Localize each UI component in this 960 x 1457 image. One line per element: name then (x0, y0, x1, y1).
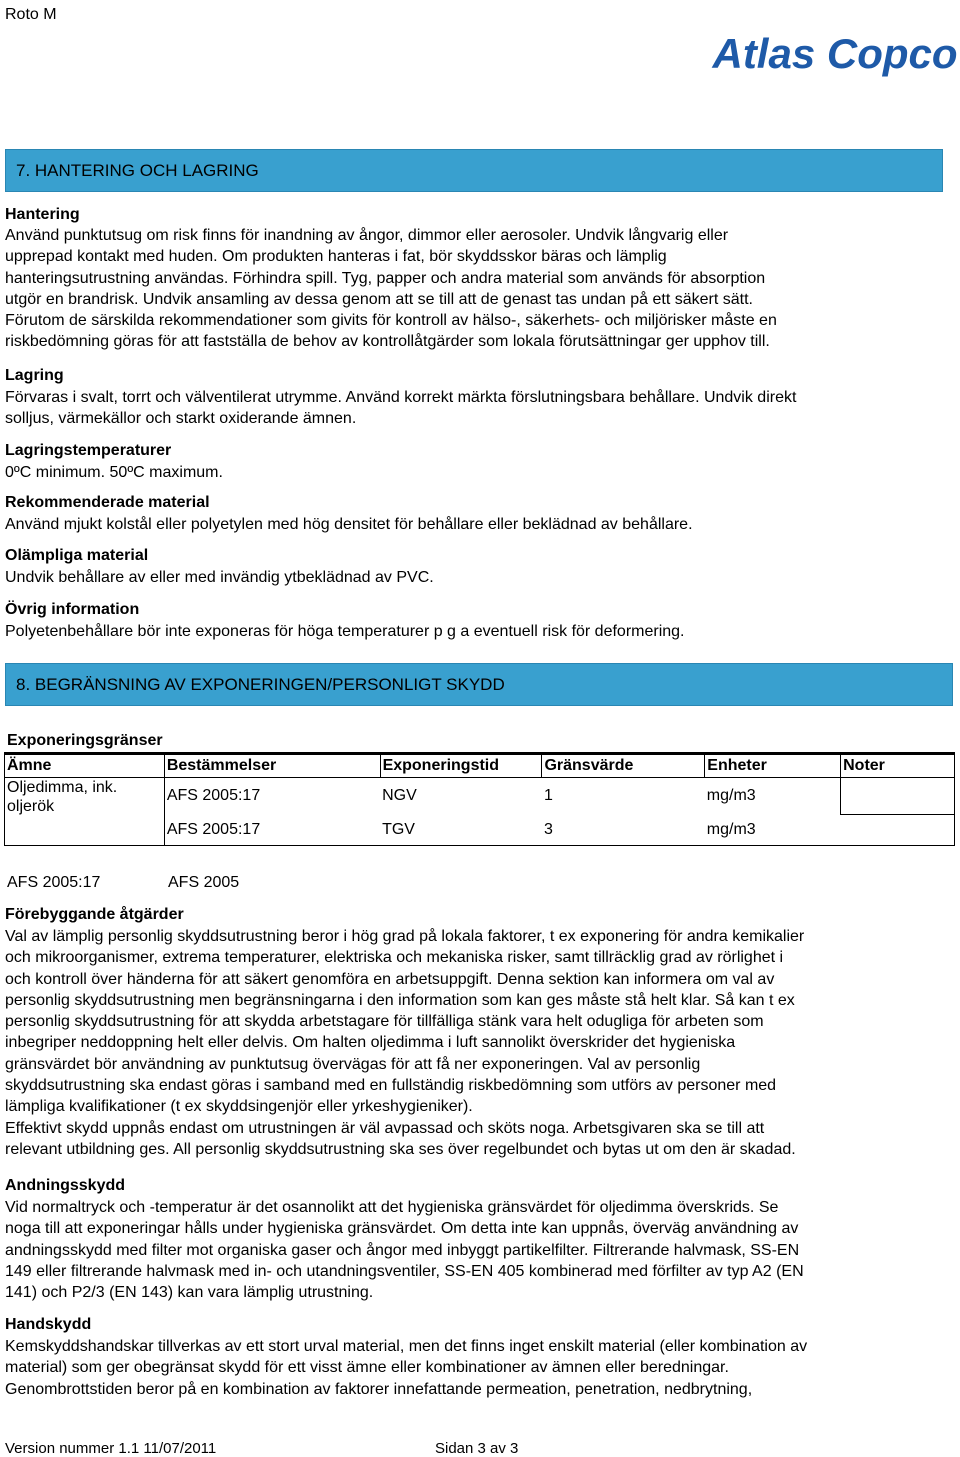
heading-lagringstemperaturer: Lagringstemperaturer (5, 442, 172, 459)
hantering-text: Använd punktutsug om risk finns för inandning av ångor, dimmor eller aerosoler. Undvik långvarig eller upprepad kontakt med huden. Om produkten hanteras i fat, bör skyddsskor bäras och lämplig hanteringsutrustning användas. Förhindra spill. Tyg, papper och andra material som används för absorption utgör en brandrisk. Undvik ansamling av dessa genom att se till att de genast tas undan på ett säkert sätt. Förutom de särskilda rekommendationer som givits för kontroll av hälso-, säkerhets- och miljörisker måste en riskbedömning göras för att fastställa de behov av kontrollåtgärder som lokala förutsättningar ger upphov till. (5, 227, 777, 351)
substance-cell: Oljedimma, ink. oljerök (5, 778, 165, 846)
brand-wordmark: Atlas Copco (712, 30, 958, 77)
heading-andningsskydd: Andningsskydd (5, 1177, 126, 1194)
heading-forebyggande-atgarder: Förebyggande åtgärder (5, 906, 184, 923)
table-cell: NGV (382, 787, 417, 805)
section-8-title: 8. BEGRÄNSNING AV EXPONERINGEN/PERSONLIGT SKYDD (16, 675, 505, 694)
table-cell (841, 778, 955, 815)
heading-handskydd: Handskydd (5, 1316, 92, 1333)
lagring-text: Förvaras i svalt, torrt och välventilerat utrymme. Använd korrekt märkta förslutningsbara behållare. Undvik direkt solljus, värmekällor och starkt oxiderande ämnen. (5, 389, 797, 428)
heading-rekommenderade-material: Rekommenderade material (5, 494, 210, 511)
table-cell: 3 (542, 815, 705, 846)
page-number: Sidan 3 av 3 (435, 1440, 519, 1457)
respiratory-protection-text: Vid normaltryck och -temperatur är det osannolikt att det hygieniska gränsvärdet för oljedimma överskrids. Se noga till att exponeringar hålls under hygieniska gränsvärdet. Om detta inte kan uppnås, överväg användning av andningsskydd med filter mot organiska gaser och ångor med inbyggt partikelfilter. Filtrerande halvmask, SS-EN 149 eller filtrerande halvmask med in- och utandningsventiler, SS-EN 405 kombinerad med förfilter av typ A2 (EN 141) och P2/3 (EN 143) kan vara lämplig utrustning. (5, 1199, 804, 1302)
heading-hantering: Hantering (5, 206, 80, 223)
column-header: Noter (841, 754, 955, 778)
exposure-limits-table (4, 752, 955, 846)
heading-olampliga-material: Olämpliga material (5, 547, 149, 564)
preventive-measures-text: Val av lämplig personlig skyddsutrustning beror i hög grad på lokala faktorer, t ex exponering för andra kemikalier och mikroorganismer, extrema temperaturer, elektriska och mekaniska risker, samt tillräcklig grad av rörlighet i och kontroll över händerna för att säkert genomföra en arbetsuppgift. Denna sektion kan informera om val av personlig skyddsutrustning men begränsningarna i den information som kan ges måste stå helt klar. Så kan t ex personlig skyddsutrustning för att skydda arbetstagare för tillfälliga stänk vara helt odugliga för arbeten som inbegriper neddoppning helt eller delvis. Om halten oljedimma i luft sannolikt överskrider det hygieniska gränsvärdet bör användning av punktutsug övervägas för att få ner exponeringen. Val av personlig skyddsutrustning ska endast göras i samband med en fullständig riskbedömning som utförs av personer med lämpliga kvalifikationer (t ex skyddsingenjör eller yrkeshygieniker). Effektivt skydd uppnås endast om utrustningen är väl avpassad och sköts noga. Arbetsgivaren ska se till att relevant utbildning ges. All personlig skyddsutrustning ska ses över regelbundet och bytas ut om den är skadad. (5, 928, 805, 1158)
atlas-copco-logo (712, 4, 958, 106)
document-name: Roto M (5, 6, 57, 23)
table-cell: 1 (543, 787, 553, 805)
reference-left: AFS 2005:17 (7, 874, 101, 891)
table-cell: TGV (380, 815, 542, 846)
column-header: Ämne (5, 754, 165, 778)
table-row (5, 778, 955, 815)
temperature-text: 0ºC minimum. 50ºC maximum. (5, 464, 223, 481)
table-cell: mg/m3 (705, 815, 841, 846)
unsuitable-material-text: Undvik behållare av eller med invändig ytbeklädnad av PVC. (5, 569, 434, 586)
table-header-row (5, 754, 955, 778)
table-cell: AFS 2005:17 (164, 815, 380, 846)
column-header: Gränsvärde (542, 754, 705, 778)
section-8-header (5, 663, 953, 706)
hand-protection-text: Kemskyddshandskar tillverkas av ett stort urval material, men det finns inget enskilt material (eller kombination av material) som ger obegränsat skydd för ett visst ämne eller kombinationer av ämnen eller beredningar. Genombrottstiden beror på en kombination av faktorer innefattande permeation, penetration, nedbrytning, (5, 1338, 808, 1398)
table-cell (841, 815, 955, 846)
section-7-title: 7. HANTERING OCH LAGRING (16, 161, 259, 180)
column-header: Exponeringstid (380, 754, 542, 778)
column-header: Enheter (705, 754, 841, 778)
other-information-text: Polyetenbehållare bör inte exponeras för höga temperaturer p g a eventuell risk för deformering. (5, 623, 685, 640)
heading-ovrig-information: Övrig information (5, 601, 140, 618)
table-cell: mg/m3 (705, 778, 841, 815)
heading-lagring: Lagring (5, 367, 64, 384)
table-cell: AFS 2005:17 (166, 787, 261, 805)
section-7-header (5, 149, 943, 192)
reference-right: AFS 2005 (168, 874, 240, 891)
column-header: Bestämmelser (164, 754, 380, 778)
version-number: Version nummer 1.1 11/07/2011 (5, 1440, 217, 1457)
exposure-limits-title: Exponeringsgränser (7, 732, 163, 749)
recommended-material-text: Använd mjukt kolstål eller polyetylen med hög densitet för behållare eller beklädnad av behållare. (5, 516, 693, 533)
